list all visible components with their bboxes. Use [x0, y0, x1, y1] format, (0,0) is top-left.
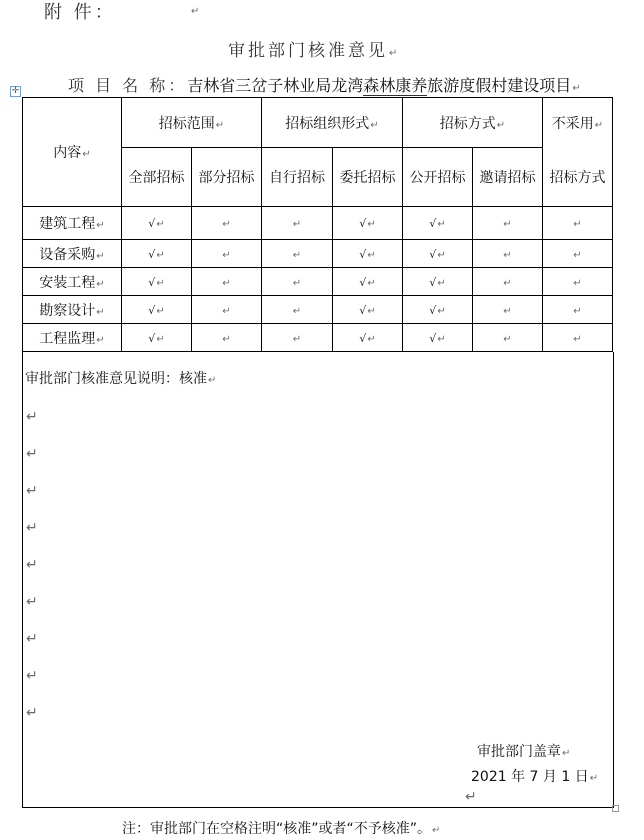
empty-cell: ↵ — [192, 324, 262, 352]
check-cell: √↵ — [122, 296, 192, 324]
header-method: 招标方式↵ — [403, 98, 543, 148]
subheader-all: 全部招标 — [122, 148, 192, 207]
footnote: 注：审批部门在空格注明“核准”或者“不予核准”。↵ — [122, 821, 441, 837]
empty-cell: ↵ — [192, 268, 262, 296]
opinion-statement: 审批部门核准意见说明：核准↵ — [25, 371, 217, 387]
paragraph-mark: ↵ — [191, 6, 200, 17]
empty-cell: ↵ — [192, 296, 262, 324]
check-mark-icon: √ — [429, 217, 437, 230]
paragraph-mark: ↵ — [26, 483, 38, 499]
check-cell: √↵ — [122, 240, 192, 268]
check-mark-icon: √ — [359, 275, 367, 289]
empty-cell: ↵ — [192, 240, 262, 268]
check-mark-icon: √ — [148, 247, 156, 261]
check-mark-icon: √ — [359, 303, 367, 317]
check-mark-icon: √ — [429, 247, 437, 261]
paragraph-mark: ↵ — [26, 520, 38, 536]
empty-cell: ↵ — [262, 207, 333, 240]
check-cell: √↵ — [403, 324, 473, 352]
check-mark-icon: √ — [359, 331, 367, 345]
empty-cell: ↵ — [473, 207, 543, 240]
check-mark-icon: √ — [148, 275, 156, 289]
check-mark-icon: √ — [359, 247, 367, 261]
subheader-entrust: 委托招标 — [333, 148, 403, 207]
table-row — [23, 296, 613, 324]
check-mark-icon: √ — [148, 331, 156, 345]
table-move-handle-icon[interactable]: ✛ — [11, 86, 20, 96]
empty-cell: ↵ — [262, 296, 333, 324]
table-row — [23, 268, 613, 296]
check-cell: √↵ — [403, 268, 473, 296]
empty-cell: ↵ — [473, 324, 543, 352]
empty-cell: ↵ — [262, 240, 333, 268]
paragraph-mark: ↵ — [26, 705, 38, 721]
empty-cell: ↵ — [543, 324, 613, 352]
check-mark-icon: √ — [429, 331, 437, 345]
paragraph-mark: ↵ — [26, 446, 38, 462]
header-not-adopted: 不采用↵ — [543, 98, 613, 148]
table-body — [23, 207, 613, 352]
paragraph-mark: ↵ — [26, 557, 38, 573]
check-cell: √↵ — [403, 207, 473, 240]
check-cell: √↵ — [122, 207, 192, 240]
document-title: 审批部门核准意见↵ — [228, 41, 401, 61]
empty-cell: ↵ — [473, 268, 543, 296]
empty-cell: ↵ — [262, 268, 333, 296]
paragraph-mark: ↵ — [26, 668, 38, 684]
empty-cell: ↵ — [543, 268, 613, 296]
empty-cell: ↵ — [543, 240, 613, 268]
check-mark-icon: √ — [359, 217, 367, 230]
subheader-invite: 邀请招标 — [473, 148, 543, 207]
table-row — [23, 207, 613, 240]
check-cell: √↵ — [122, 268, 192, 296]
check-mark-icon: √ — [429, 275, 437, 289]
empty-cell: ↵ — [262, 324, 333, 352]
paragraph-mark: ↵ — [26, 594, 38, 610]
project-name: 吉林省三岔子林业局龙湾森林康养旅游度假村建设项目 — [187, 76, 572, 95]
attachment-label: 附 件： — [44, 2, 116, 23]
empty-cell: ↵ — [192, 207, 262, 240]
paragraph-mark: ↵ — [26, 409, 38, 425]
check-mark-icon: √ — [429, 303, 437, 317]
check-cell: √↵ — [333, 207, 403, 240]
table-row — [23, 240, 613, 268]
check-cell: √↵ — [333, 296, 403, 324]
check-cell: √↵ — [122, 324, 192, 352]
row-label: 建筑工程↵ — [23, 207, 122, 240]
row-label: 安装工程↵ — [23, 268, 122, 296]
subheader-self: 自行招标 — [262, 148, 333, 207]
empty-cell: ↵ — [473, 240, 543, 268]
check-cell: √↵ — [403, 240, 473, 268]
paragraph-mark: ↵ — [572, 83, 581, 94]
opinion-box — [22, 352, 614, 808]
empty-cell: ↵ — [543, 296, 613, 324]
empty-cell: ↵ — [543, 207, 613, 240]
seal-label: 审批部门盖章↵ — [477, 744, 571, 760]
check-mark-icon: √ — [148, 217, 156, 230]
row-label: 工程监理↵ — [23, 324, 122, 352]
approval-date: 2021 年 7 月 1 日↵ — [471, 769, 599, 785]
check-mark-icon: √ — [148, 303, 156, 317]
subheader-partial: 部分招标 — [192, 148, 262, 207]
check-cell: √↵ — [403, 296, 473, 324]
paragraph-mark: ↵ — [389, 48, 401, 59]
check-cell: √↵ — [333, 268, 403, 296]
check-cell: √↵ — [333, 324, 403, 352]
row-label: 设备采购↵ — [23, 240, 122, 268]
subheader-public: 公开招标 — [403, 148, 473, 207]
empty-cell: ↵ — [473, 296, 543, 324]
paragraph-mark: ↵ — [465, 789, 477, 805]
header-organization: 招标组织形式↵ — [262, 98, 403, 148]
project-line — [68, 73, 581, 96]
header-scope: 招标范围↵ — [122, 98, 262, 148]
check-cell: √↵ — [333, 240, 403, 268]
table-resize-handle[interactable] — [612, 805, 619, 812]
row-label: 勘察设计↵ — [23, 296, 122, 324]
paragraph-mark: ↵ — [26, 631, 38, 647]
header-content: 内容↵ — [23, 98, 122, 207]
subheader-method: 招标方式 — [543, 148, 613, 207]
approval-table — [22, 97, 613, 352]
table-row — [23, 324, 613, 352]
project-label: 项 目 名 称： — [68, 76, 188, 95]
